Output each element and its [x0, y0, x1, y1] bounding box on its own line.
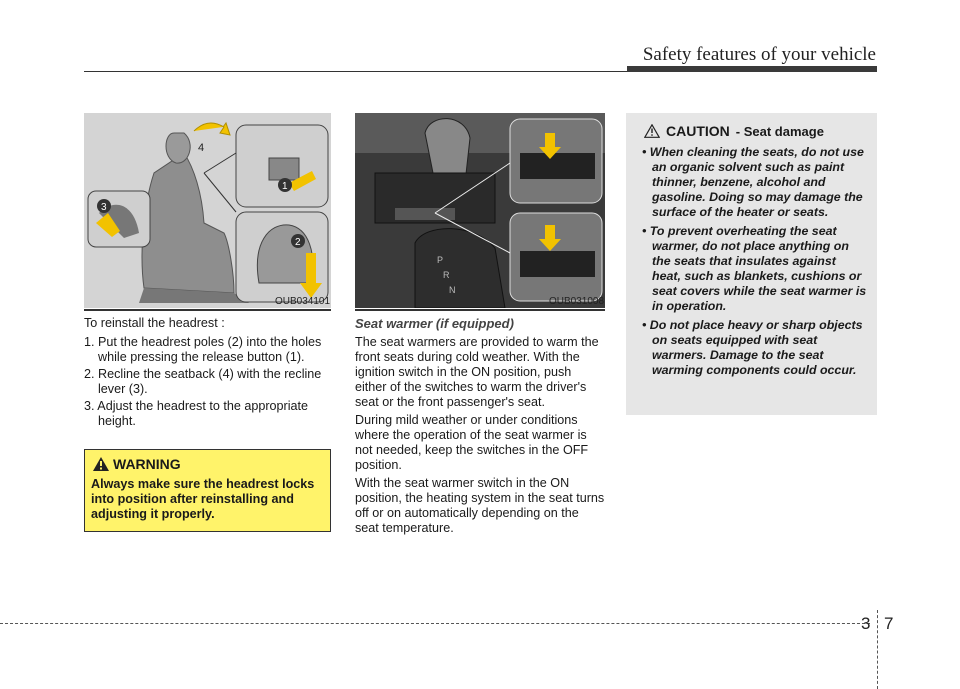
figure1-underline [84, 309, 331, 311]
caution-subtitle: - Seat damage [735, 123, 824, 139]
warning-title: WARNING [113, 456, 181, 472]
caution-item-2: • To prevent overheating the seat warmer, do not place anything on the seats that insulates against heat, such as blankets, cushions or seat covers while the seat warmer is in operation. [642, 224, 867, 313]
warning-title-row [93, 456, 324, 472]
caution-title: CAUTION [666, 123, 730, 139]
seat-warmer-illustration [355, 113, 605, 308]
headrest-figure [84, 113, 331, 308]
caution-box [626, 113, 877, 415]
caution-title-row [644, 123, 867, 139]
warning-text: Always make sure the headrest locks into position after reinstalling and adjusting it properly. [91, 477, 315, 521]
header-bar [627, 66, 877, 72]
figure2-code: OUB031008 [549, 296, 605, 307]
gear-p: P [437, 255, 444, 265]
callout-3: 3 [101, 202, 107, 213]
seat-warmer-paragraph-3: With the seat warmer switch in the ON position, the heating system in the seat turns off or on automatically depending on the seat temperature. [355, 476, 605, 535]
callout-4: 4 [198, 142, 205, 154]
page-chapter: 3 [861, 614, 871, 633]
header-title: Safety features of your vehicle [642, 44, 876, 65]
seat-warmer-paragraph-2: During mild weather or under conditions where the operation of the seat warmer is not needed, keep the switches in the OFF position. [355, 413, 589, 472]
reinstall-intro: To reinstall the headrest : [84, 316, 225, 330]
callout-2: 2 [295, 237, 301, 248]
figure2-underline [355, 309, 605, 311]
figure1-code: OUB034101 [275, 296, 331, 307]
seat-warmer-heading: Seat warmer (if equipped) [355, 316, 514, 331]
seat-warmer-paragraph-1: The seat warmers are provided to warm the front seats during cold weather. With the ignition switch in the ON position, push either of the switches to warm the driver's seat or the front passenger's seat. [355, 335, 599, 409]
caution-item-3: • Do not place heavy or sharp objects on seats equipped with seat warmers. Damage to the seat warming components could occur. [642, 318, 863, 377]
gear-r: R [443, 270, 450, 280]
callout-1: 1 [282, 181, 288, 192]
reinstall-step-3: 3. Adjust the headrest to the appropriate height. [84, 399, 309, 428]
seat-warmer-figure [355, 113, 605, 308]
caution-icon [644, 124, 660, 138]
gear-n: N [449, 285, 456, 295]
page-number: 7 [884, 614, 894, 633]
reinstall-step-2: 2. Recline the seatback (4) with the recline lever (3). [84, 367, 322, 396]
warning-box [84, 449, 331, 532]
footer-dashed-divider [877, 610, 878, 689]
headrest-illustration [84, 113, 331, 308]
caution-list [636, 145, 867, 378]
caution-item-1: • When cleaning the seats, do not use an organic solvent such as paint thinner, benzene, alcohol and gasoline. Doing so may damage the surface of the heater or seats. [642, 145, 864, 219]
footer-dashed-rule [0, 623, 870, 624]
warning-icon [93, 457, 109, 471]
reinstall-step-1: 1. Put the headrest poles (2) into the holes while pressing the release button (1). [84, 335, 322, 364]
reinstall-steps [84, 335, 334, 429]
